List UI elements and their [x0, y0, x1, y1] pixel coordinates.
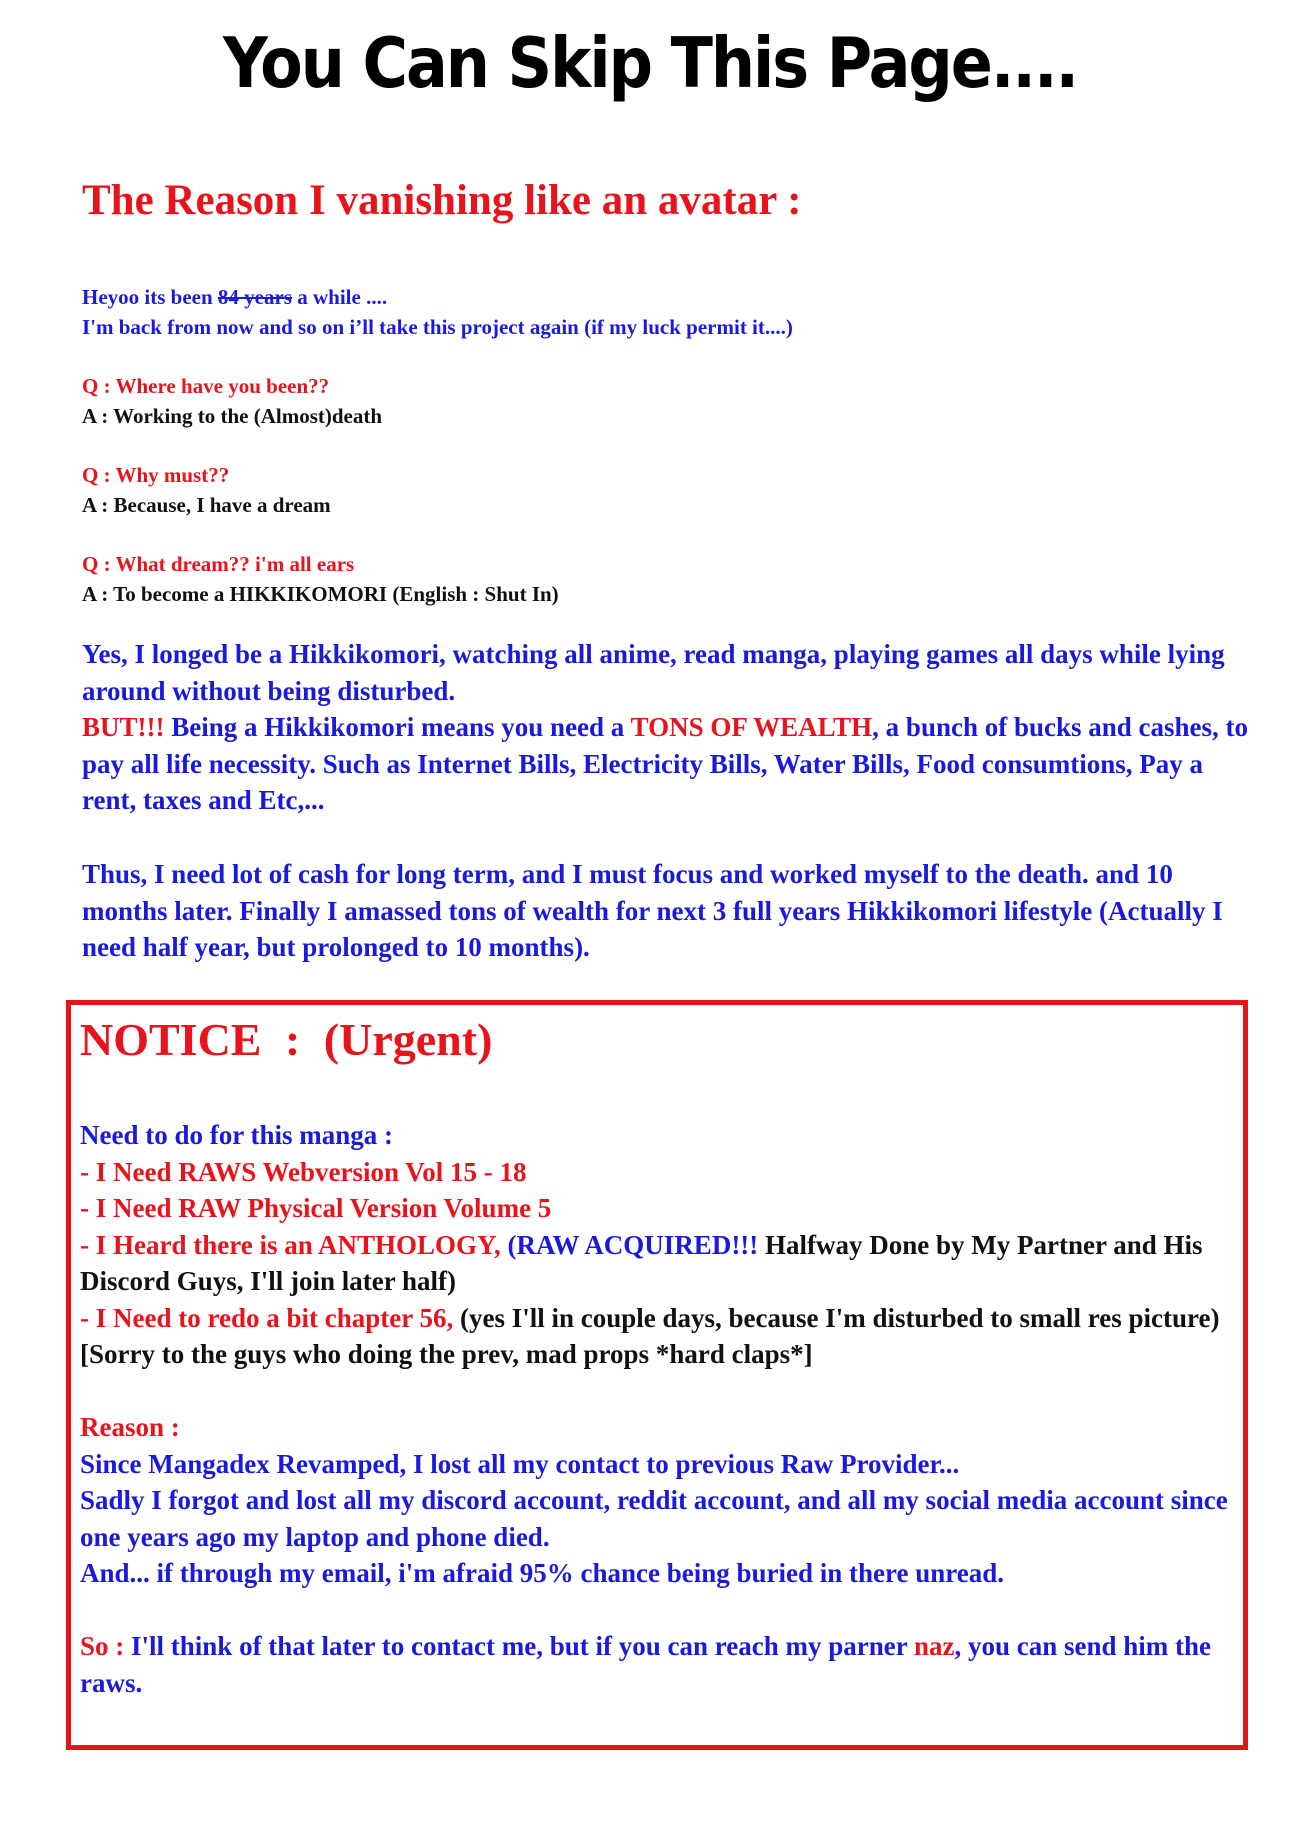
page-title: You Can Skip This Page.... — [222, 22, 1078, 104]
answer-2: A : Because, I have a dream — [82, 493, 331, 517]
struck-text: 84 years — [217, 285, 292, 309]
todo-item-1: - I Need RAWS Webversion Vol 15 - 18 — [80, 1156, 527, 1187]
todo-header: Need to do for this manga : — [80, 1120, 393, 1150]
notice-reason: Reason : Since Mangadex Revamped, I lost all my contact to previous Raw Provider... Sadly I forgot and lost all my discord account, reddit account, and all my social media account since one years ago my laptop and phone died. And... if through my email, i'm afraid 95% chance being buried in there unread. — [80, 1409, 1250, 1592]
partner-name: naz — [913, 1631, 955, 1661]
todo-item-3: - I Heard there is an ANTHOLOGY, (RAW ACQUIRED!!! Halfway Done by My Partner and His Discord Guys, I'll join later half) — [80, 1229, 1203, 1296]
notice-so: So : I'll think of that later to contact me, but if you can reach my parner naz, you can send him the raws. — [80, 1631, 1212, 1698]
paragraph-cash: Thus, I need lot of cash for long term, and I must focus and worked myself to the death. and 10 months later. Finally I amassed tons of wealth for next 3 full years Hikkikomori lifestyle (Actually I need half year, but prolonged to 10 months). — [82, 859, 1223, 962]
so-label: So : — [80, 1631, 125, 1661]
intro-line-2: I'm back from now and so on i’ll take this project again (if my luck permit it....) — [82, 315, 793, 339]
paragraph-hikkikomori: Yes, I longed be a Hikkikomori, watching all anime, read manga, playing games all days while lying around without being disturbed. BUT!!! Being a Hikkikomori means you need a TONS OF WEALTH, a bunch of bucks and cashes, to pay all life necessity. Such as Internet Bills, Electricity Bills, Water Bills, Food consumtions, Pay a rent, taxes and Etc,... — [82, 639, 1249, 815]
todo-item-2: - I Need RAW Physical Version Volume 5 — [80, 1193, 552, 1223]
reason-label: Reason : — [80, 1412, 180, 1442]
notice-title: NOTICE : (Urgent) — [80, 1014, 493, 1065]
todo-item-4: - I Need to redo a bit chapter 56, (yes I'll in couple days, because I'm disturbed to small res picture)[Sorry to the guys who doing the prev, mad props *hard claps*] — [80, 1302, 1220, 1369]
answer-3: A : To become a HIKKIKOMORI (English : Shut In) — [82, 582, 559, 606]
question-2: Q : Why must?? — [82, 463, 230, 487]
highlight-wealth: TONS OF WEALTH — [630, 712, 873, 742]
section-heading: The Reason I vanishing like an avatar : — [82, 177, 802, 224]
intro-line-1: Heyoo its been 84 years a while .... — [82, 285, 388, 309]
question-3: Q : What dream?? i'm all ears — [82, 552, 355, 576]
question-1: Q : Where have you been?? — [82, 374, 330, 398]
answer-1: A : Working to the (Almost)death — [82, 404, 383, 428]
notice-todo-list — [80, 1117, 1250, 1373]
